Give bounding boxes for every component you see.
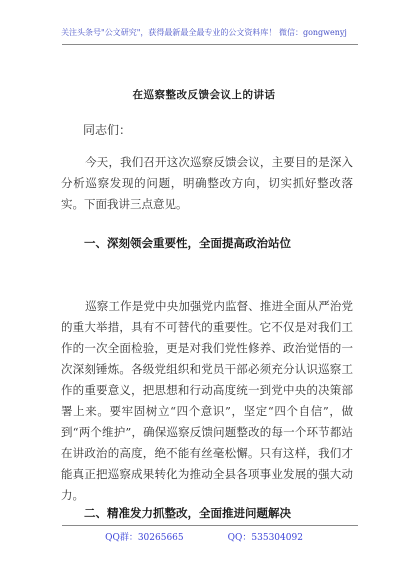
salutation: 同志们： bbox=[83, 123, 132, 137]
section1-heading: 一、深刻领会重要性，全面提高政治站位 bbox=[84, 236, 291, 250]
footer-qq-group: QQ群：30265665 bbox=[105, 533, 184, 543]
section1-paragraph: 巡察工作是党中央加强党内监督、推进全面从严治党的重大举措，具有不可替代的重要性。它不仅是对我们工作的一次全面检验，更是对我们党性修养、政治觉悟的一次深刻锤炼。各级党组织和党员干部必须充分认识巡察工作的重要意义，把思想和行动高度统一到党中央的决策部署上来。要牢固树立“四个意识”，坚定“四个自信”，做到“两个维护”，确保巡察反馈问题整改的每一个环节都站在讲政治的高度，绝不能有丝毫松懈。只有这样，我们才能真正把巡察成果转化为推动全县各项事业发展的强大动力。 bbox=[61, 299, 353, 502]
section2-heading: 二、精准发力抓整改，全面推进问题解决 bbox=[84, 506, 291, 520]
document-title: 在巡察整改反馈会议上的讲话 bbox=[132, 89, 276, 101]
header-divider bbox=[62, 44, 358, 45]
header-note: 关注头条号"公文研究"，获得最新最全最专业的公文资料库！ 微信：gongwenyj bbox=[61, 28, 347, 37]
intro-paragraph: 今天，我们召开这次巡察反馈会议，主要目的是深入分析巡察发现的问题，明确整改方向，切实抓好整改落实。下面我讲三点意见。 bbox=[61, 155, 353, 211]
footer-qq-number: QQ：535304092 bbox=[227, 533, 303, 543]
footer bbox=[0, 532, 408, 544]
footer-divider bbox=[62, 525, 358, 526]
